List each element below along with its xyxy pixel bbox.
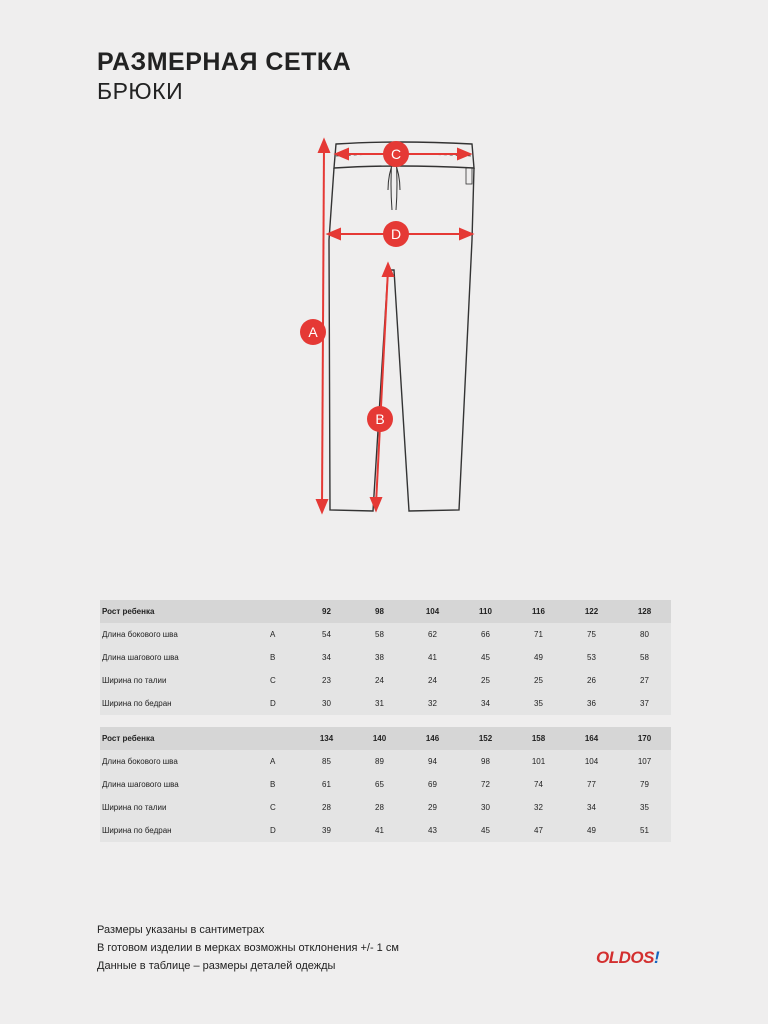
table-row [100, 623, 671, 646]
table-row [100, 773, 671, 796]
height-cell: 158 [512, 727, 565, 750]
value-cell: 25 [512, 669, 565, 692]
value-cell: 58 [618, 646, 671, 669]
note-tolerance: В готовом изделии в мерках возможны отклонения +/- 1 см [97, 942, 399, 954]
row-code: D [270, 819, 300, 842]
value-cell: 62 [406, 623, 459, 646]
value-cell: 74 [512, 773, 565, 796]
header-label: Рост ребенка [100, 727, 270, 750]
pants-diagram [296, 130, 496, 530]
height-cell: 128 [618, 600, 671, 623]
value-cell: 41 [353, 819, 406, 842]
note-units: Размеры указаны в сантиметрах [97, 924, 265, 936]
value-cell: 65 [353, 773, 406, 796]
height-cell: 140 [353, 727, 406, 750]
height-cell: 92 [300, 600, 353, 623]
row-label: Ширина по талии [100, 669, 270, 692]
value-cell: 35 [512, 692, 565, 715]
row-code: B [270, 646, 300, 669]
value-cell: 80 [618, 623, 671, 646]
page-subtitle: БРЮКИ [97, 78, 184, 104]
value-cell: 47 [512, 819, 565, 842]
table-row [100, 796, 671, 819]
table-header-row [100, 727, 671, 750]
value-cell: 23 [300, 669, 353, 692]
height-cell: 122 [565, 600, 618, 623]
value-cell: 89 [353, 750, 406, 773]
value-cell: 72 [459, 773, 512, 796]
height-cell: 164 [565, 727, 618, 750]
value-cell: 29 [406, 796, 459, 819]
value-cell: 101 [512, 750, 565, 773]
value-cell: 45 [459, 819, 512, 842]
value-cell: 66 [459, 623, 512, 646]
value-cell: 24 [353, 669, 406, 692]
svg-text:C: C [390, 146, 402, 162]
value-cell: 77 [565, 773, 618, 796]
value-cell: 53 [565, 646, 618, 669]
value-cell: 39 [300, 819, 353, 842]
height-cell: 146 [406, 727, 459, 750]
row-label: Ширина по бедран [100, 692, 270, 715]
height-cell: 98 [353, 600, 406, 623]
pants-outline [329, 168, 474, 511]
row-code: A [270, 623, 300, 646]
height-cell: 110 [459, 600, 512, 623]
marker-d [383, 221, 409, 247]
height-cell: 116 [512, 600, 565, 623]
row-label: Длина бокового шва [100, 623, 270, 646]
marker-a [300, 319, 326, 345]
value-cell: 36 [565, 692, 618, 715]
value-cell: 30 [459, 796, 512, 819]
value-cell: 45 [459, 646, 512, 669]
table-row [100, 669, 671, 692]
value-cell: 28 [353, 796, 406, 819]
value-cell: 34 [565, 796, 618, 819]
table-row [100, 692, 671, 715]
value-cell: 32 [406, 692, 459, 715]
table-row [100, 750, 671, 773]
value-cell: 37 [618, 692, 671, 715]
row-code: C [270, 796, 300, 819]
header-label: Рост ребенка [100, 600, 270, 623]
value-cell: 27 [618, 669, 671, 692]
value-cell: 24 [406, 669, 459, 692]
row-code: B [270, 773, 300, 796]
value-cell: 75 [565, 623, 618, 646]
value-cell: 51 [618, 819, 671, 842]
svg-text:B: B [375, 411, 385, 427]
height-cell: 152 [459, 727, 512, 750]
value-cell: 49 [565, 819, 618, 842]
value-cell: 58 [353, 623, 406, 646]
size-table-1 [100, 600, 671, 715]
value-cell: 79 [618, 773, 671, 796]
note-details: Данные в таблице – размеры деталей одежды [97, 960, 336, 972]
height-cell: 170 [618, 727, 671, 750]
value-cell: 34 [300, 646, 353, 669]
row-code: A [270, 750, 300, 773]
row-label: Длина шагового шва [100, 646, 270, 669]
row-label: Ширина по талии [100, 796, 270, 819]
value-cell: 26 [565, 669, 618, 692]
height-cell: 134 [300, 727, 353, 750]
row-label: Длина бокового шва [100, 750, 270, 773]
value-cell: 25 [459, 669, 512, 692]
value-cell: 69 [406, 773, 459, 796]
marker-c [383, 141, 409, 167]
value-cell: 85 [300, 750, 353, 773]
value-cell: 35 [618, 796, 671, 819]
value-cell: 61 [300, 773, 353, 796]
svg-text:A: A [308, 324, 318, 340]
value-cell: 30 [300, 692, 353, 715]
brand-logo [596, 948, 659, 968]
logo-mark: ! [653, 948, 660, 967]
marker-b [367, 406, 393, 432]
row-label: Длина шагового шва [100, 773, 270, 796]
logo-text: OLDOS [596, 948, 654, 967]
value-cell: 38 [353, 646, 406, 669]
value-cell: 94 [406, 750, 459, 773]
value-cell: 98 [459, 750, 512, 773]
value-cell: 107 [618, 750, 671, 773]
notes [97, 921, 399, 975]
row-code: D [270, 692, 300, 715]
table-row [100, 819, 671, 842]
value-cell: 28 [300, 796, 353, 819]
value-cell: 49 [512, 646, 565, 669]
table-header-row [100, 600, 671, 623]
value-cell: 31 [353, 692, 406, 715]
value-cell: 34 [459, 692, 512, 715]
svg-text:D: D [390, 226, 402, 242]
row-label: Ширина по бедран [100, 819, 270, 842]
value-cell: 104 [565, 750, 618, 773]
value-cell: 43 [406, 819, 459, 842]
value-cell: 54 [300, 623, 353, 646]
page-title: РАЗМЕРНАЯ СЕТКА [97, 48, 352, 76]
row-code: C [270, 669, 300, 692]
table-row [100, 646, 671, 669]
height-cell: 104 [406, 600, 459, 623]
value-cell: 41 [406, 646, 459, 669]
value-cell: 71 [512, 623, 565, 646]
size-table-2 [100, 727, 671, 842]
value-cell: 32 [512, 796, 565, 819]
